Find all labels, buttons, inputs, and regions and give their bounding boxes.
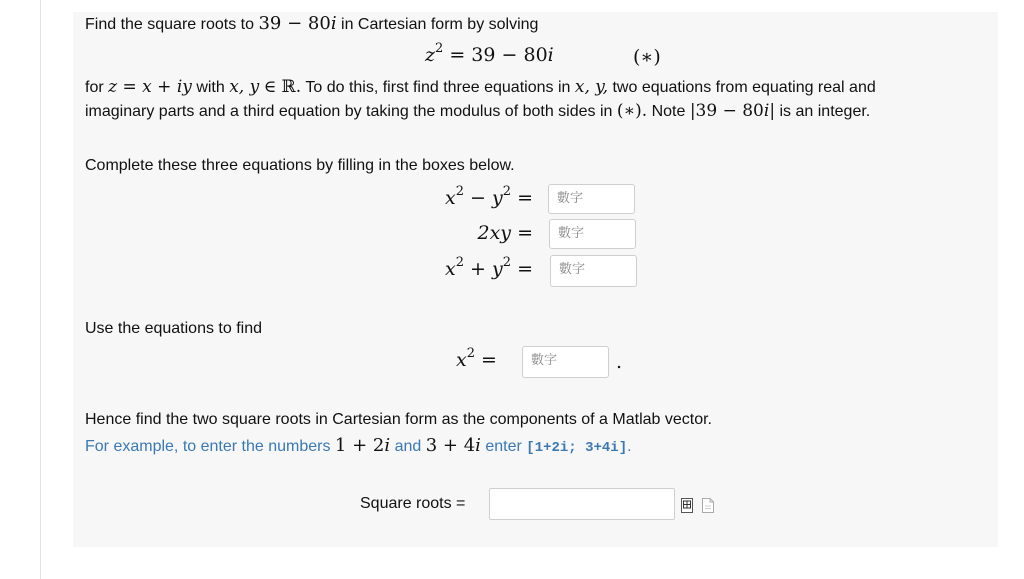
equation-3-lhs: $x^2 + y^2$ = — [445, 255, 533, 280]
equation-2-input[interactable]: 數字 — [549, 219, 636, 249]
main-equation: $z^2 = 39 - 80i$ — [425, 41, 554, 66]
intro-suffix: in Cartesian form by solving — [341, 16, 539, 33]
roots-example: For example, to enter the numbers 1 + 2i and 3 + 4i enter [1+2i; 3+4i]. — [85, 435, 632, 456]
question-line-3: imaginary parts and a third equation by taking the modulus of both sides in (∗). Note |39 − 80i| is an integer. — [85, 101, 871, 121]
matrix-preview-icon[interactable] — [681, 498, 693, 513]
equations-instruction: Complete these three equations by filling in the boxes below. — [85, 157, 515, 174]
find-x2-lhs: $x^2$ = — [456, 346, 497, 371]
find-x2-input[interactable]: 數字 — [522, 346, 609, 378]
question-line-2: for z = x + iy with x, y ∈ ℝ. To do this, first find three equations in x, y, two equations from equating real and — [85, 77, 876, 97]
document-icon[interactable] — [702, 498, 714, 513]
square-roots-input[interactable] — [489, 488, 675, 520]
question-intro-line — [85, 14, 538, 35]
equation-2-lhs: 2xy = — [477, 222, 533, 244]
intro-text: Find the square roots to — [85, 16, 254, 33]
equation-3-input[interactable]: 數字 — [550, 255, 637, 287]
find-instruction: Use the equations to find — [85, 320, 263, 337]
square-roots-label: Square roots = — [360, 495, 466, 512]
roots-instruction: Hence find the two square roots in Cartesian form as the components of a Matlab vector. — [85, 411, 712, 428]
question-panel — [73, 12, 998, 547]
left-divider — [40, 0, 41, 579]
intro-number: 39 − 80i — [258, 13, 337, 34]
find-period: . — [616, 351, 623, 373]
equation-star-label: (∗) — [633, 46, 661, 68]
equation-1-lhs: $x^2 - y^2$ = — [445, 184, 533, 209]
equation-1-input[interactable]: 數字 — [548, 184, 635, 214]
